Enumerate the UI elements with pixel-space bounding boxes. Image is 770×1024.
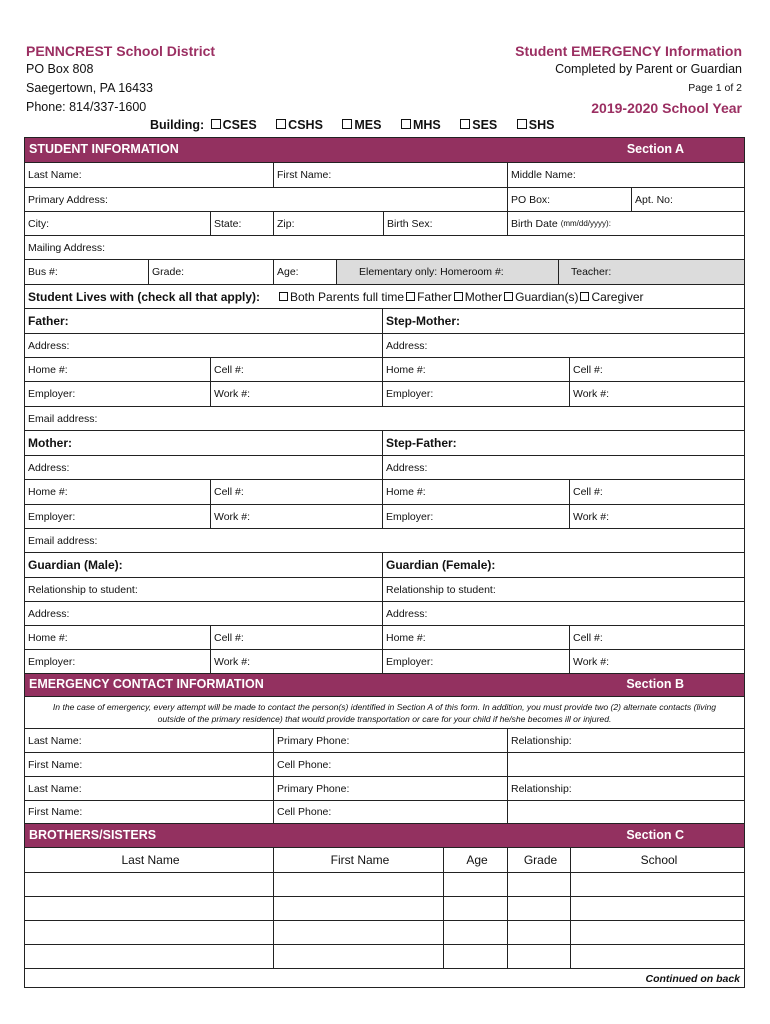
contact2-relationship-field[interactable]: Relationship: xyxy=(511,782,572,795)
sibling-row xyxy=(25,897,744,921)
apt-no-field[interactable]: Apt. No: xyxy=(635,193,673,206)
mother-cell-field[interactable]: Cell #: xyxy=(211,480,383,504)
father-email-field[interactable]: Email address: xyxy=(28,412,98,425)
contact2-first-row xyxy=(25,801,744,824)
step-father-employer-field[interactable]: Employer: xyxy=(383,505,570,528)
sibling-grade-field[interactable] xyxy=(508,897,571,920)
homeroom-field[interactable]: Elementary only: Homeroom #: xyxy=(337,260,559,284)
district-phone: Phone: 814/337-1600 xyxy=(26,100,147,114)
contact2-first-name-field[interactable]: First Name: xyxy=(25,801,274,823)
step-mother-employer-field[interactable]: Employer: xyxy=(383,382,570,406)
contact2-last-name-field[interactable]: Last Name: xyxy=(25,777,274,800)
mother-phone-row xyxy=(25,480,744,505)
father-work-field[interactable]: Work #: xyxy=(211,382,383,406)
sibling-row xyxy=(25,945,744,969)
primary-address-field[interactable]: Primary Address: xyxy=(25,188,508,211)
sibling-last-name-field[interactable] xyxy=(25,873,274,896)
lives-option-both-parents[interactable]: Both Parents full time xyxy=(277,290,404,304)
contact1-primary-phone-field[interactable]: Primary Phone: xyxy=(274,729,508,752)
father-home-field[interactable]: Home #: xyxy=(25,358,211,381)
mother-home-field[interactable]: Home #: xyxy=(25,480,211,504)
building-label: Building: xyxy=(150,118,205,132)
siblings-header-row xyxy=(25,848,744,873)
father-address-field[interactable]: Address: xyxy=(25,334,383,357)
guardian-male-relationship-field[interactable]: Relationship to student: xyxy=(25,578,383,601)
sibling-grade-field[interactable] xyxy=(508,873,571,896)
contact2-cell-phone-field[interactable]: Cell Phone: xyxy=(274,801,508,823)
sibling-age-field[interactable] xyxy=(444,921,508,944)
guardian-female-cell-field[interactable]: Cell #: xyxy=(573,631,603,644)
mother-address-field[interactable]: Address: xyxy=(25,456,383,479)
continued-on-back: Continued on back xyxy=(645,973,740,985)
city-field[interactable]: City: xyxy=(25,212,211,235)
student-name-row xyxy=(25,163,744,188)
checkbox-icon[interactable] xyxy=(342,119,352,129)
guardian-female-employer-field[interactable]: Employer: xyxy=(383,650,570,673)
col-last-name: Last Name xyxy=(25,848,274,872)
sibling-first-name-field[interactable] xyxy=(274,873,444,896)
birth-date-format: (mm/dd/yyyy): xyxy=(560,219,611,228)
mother-email-field[interactable]: Email address: xyxy=(28,534,98,547)
lives-option-mother[interactable]: Mother xyxy=(452,290,502,304)
building-option-shs[interactable]: SHS xyxy=(517,118,555,132)
step-mother-label[interactable]: Step-Mother: xyxy=(386,314,460,328)
guardian-address-row xyxy=(25,602,744,626)
step-father-cell-field[interactable]: Cell #: xyxy=(573,486,603,498)
guardian-male-address-field[interactable]: Address: xyxy=(25,602,383,625)
mailing-address-row xyxy=(25,236,744,260)
guardian-female-label[interactable]: Guardian (Female): xyxy=(386,558,496,572)
building-option-ses[interactable]: SES xyxy=(460,118,497,132)
bus-field[interactable]: Bus #: xyxy=(25,260,149,284)
checkbox-icon[interactable] xyxy=(460,119,470,129)
mother-employer-field[interactable]: Employer: xyxy=(25,505,211,528)
step-mother-home-field[interactable]: Home #: xyxy=(383,358,570,381)
step-father-label[interactable]: Step-Father: xyxy=(386,436,457,450)
building-option-mhs[interactable]: MHS xyxy=(401,118,441,132)
primary-address-row xyxy=(25,188,744,212)
sibling-age-field[interactable] xyxy=(444,897,508,920)
step-father-home-field[interactable]: Home #: xyxy=(383,480,570,504)
guardian-female-work-field[interactable]: Work #: xyxy=(573,655,609,668)
col-age: Age xyxy=(444,848,508,872)
guardian-male-home-field[interactable]: Home #: xyxy=(25,626,211,649)
teacher-field[interactable]: Teacher: xyxy=(559,260,744,284)
emergency-form xyxy=(24,137,745,988)
guardian-header-row xyxy=(25,553,744,578)
father-phone-row xyxy=(25,358,744,382)
guardian-female-home-field[interactable]: Home #: xyxy=(383,626,570,649)
sibling-age-field[interactable] xyxy=(444,873,508,896)
lives-option-father[interactable]: Father xyxy=(404,290,452,304)
section-b-header xyxy=(25,674,744,697)
sibling-grade-field[interactable] xyxy=(508,945,571,968)
checkbox-icon[interactable] xyxy=(211,119,221,129)
sibling-grade-field[interactable] xyxy=(508,921,571,944)
contact2-relationship-extra[interactable] xyxy=(508,801,744,823)
building-option-mes[interactable]: MES xyxy=(342,118,381,132)
father-address-row xyxy=(25,334,744,358)
sibling-last-name-field[interactable] xyxy=(25,945,274,968)
sibling-last-name-field[interactable] xyxy=(25,921,274,944)
guardian-phone-row xyxy=(25,626,744,650)
step-mother-work-field[interactable]: Work #: xyxy=(573,388,609,400)
step-father-address-field[interactable]: Address: xyxy=(386,461,428,474)
guardian-male-label[interactable]: Guardian (Male): xyxy=(25,553,383,577)
state-field[interactable]: State: xyxy=(211,212,274,235)
checkbox-icon[interactable] xyxy=(517,119,527,129)
form-title: Student EMERGENCY Information xyxy=(515,43,742,59)
sibling-school-field[interactable] xyxy=(571,897,744,920)
student-last-name-field[interactable]: Last Name: xyxy=(25,163,274,187)
guardian-relationship-row xyxy=(25,578,744,602)
father-email-row xyxy=(25,407,744,431)
contact1-relationship-extra[interactable] xyxy=(508,753,744,776)
guardian-male-employer-field[interactable]: Employer: xyxy=(25,650,211,673)
guardian-female-address-field[interactable]: Address: xyxy=(386,607,428,620)
guardian-employer-row xyxy=(25,650,744,674)
district-name: PENNCREST School District xyxy=(26,43,216,59)
emergency-note xyxy=(25,697,744,729)
birth-sex-field[interactable]: Birth Sex: xyxy=(384,212,508,235)
mother-work-field[interactable]: Work #: xyxy=(211,505,383,528)
district-address-line2: Saegertown, PA 16433 xyxy=(26,81,153,95)
lives-with-row xyxy=(25,285,744,309)
contact1-cell-phone-field[interactable]: Cell Phone: xyxy=(274,753,508,776)
sibling-first-name-field[interactable] xyxy=(274,945,444,968)
section-c-title: BROTHERS/SISTERS xyxy=(29,828,157,842)
checkbox-icon[interactable] xyxy=(279,292,288,301)
student-middle-name-field[interactable]: Middle Name: xyxy=(511,169,576,181)
section-c-tag: Section C xyxy=(626,828,684,842)
completed-by: Completed by Parent or Guardian xyxy=(555,62,742,76)
mother-employer-row xyxy=(25,505,744,529)
contact2-primary-phone-field[interactable]: Primary Phone: xyxy=(274,777,508,800)
age-field[interactable]: Age: xyxy=(274,260,337,284)
school-year: 2019-2020 School Year xyxy=(591,100,742,116)
section-a-tag: Section A xyxy=(626,142,684,156)
section-c-header xyxy=(25,824,744,848)
emergency-note-line1: In the case of emergency, every attempt will be made to contact the person(s) identified in Section A of this form. In addition, you must provide two (2) alternate contacts (living xyxy=(52,702,717,712)
contact1-last-row xyxy=(25,729,744,753)
col-school: School xyxy=(640,853,678,867)
contact1-relationship-field[interactable]: Relationship: xyxy=(511,734,572,747)
sibling-school-field[interactable] xyxy=(571,873,744,896)
building-selector xyxy=(150,118,570,132)
step-mother-address-field[interactable]: Address: xyxy=(386,339,428,352)
birth-date-label: Birth Date xyxy=(511,217,558,230)
sibling-row xyxy=(25,921,744,945)
father-employer-row xyxy=(25,382,744,407)
sibling-age-field[interactable] xyxy=(444,945,508,968)
po-box-field[interactable]: PO Box: xyxy=(508,188,632,211)
father-cell-field[interactable]: Cell #: xyxy=(211,358,383,381)
mother-label[interactable]: Mother: xyxy=(25,431,383,455)
father-employer-field[interactable]: Employer: xyxy=(25,382,211,406)
guardian-male-work-field[interactable]: Work #: xyxy=(211,650,383,673)
student-first-name-field[interactable]: First Name: xyxy=(274,163,508,187)
checkbox-icon[interactable] xyxy=(580,292,589,301)
mailing-address-field[interactable]: Mailing Address: xyxy=(28,241,106,254)
contact1-first-name-field[interactable]: First Name: xyxy=(25,753,274,776)
district-address-line1: PO Box 808 xyxy=(26,62,94,76)
grade-field[interactable]: Grade: xyxy=(149,260,274,284)
mother-address-row xyxy=(25,456,744,480)
guardian-male-cell-field[interactable]: Cell #: xyxy=(211,626,383,649)
emergency-note-line2: outside of the primary residence) that would provide transportation or care for your child if he/she becomes ill or injured. xyxy=(157,714,612,724)
sibling-last-name-field[interactable] xyxy=(25,897,274,920)
building-option-cses[interactable]: CSES xyxy=(211,118,257,132)
father-stepmother-header-row xyxy=(25,309,744,334)
sibling-first-name-field[interactable] xyxy=(274,921,444,944)
checkbox-icon[interactable] xyxy=(406,292,415,301)
checkbox-icon[interactable] xyxy=(276,119,286,129)
sibling-first-name-field[interactable] xyxy=(274,897,444,920)
page-number: Page 1 of 2 xyxy=(688,82,742,94)
father-label[interactable]: Father: xyxy=(25,309,383,333)
mother-email-row xyxy=(25,529,744,553)
contact2-last-row xyxy=(25,777,744,801)
step-mother-cell-field[interactable]: Cell #: xyxy=(573,363,603,376)
city-row xyxy=(25,212,744,236)
lives-with-options xyxy=(274,285,744,308)
col-grade: Grade xyxy=(508,848,571,872)
building-option-cshs[interactable]: CSHS xyxy=(276,118,323,132)
col-first-name: First Name xyxy=(274,848,444,872)
lives-option-guardians[interactable]: Guardian(s) xyxy=(502,290,578,304)
sibling-school-field[interactable] xyxy=(571,921,744,944)
mother-stepfather-header-row xyxy=(25,431,744,456)
birth-date-field[interactable] xyxy=(508,212,744,235)
sibling-school-field[interactable] xyxy=(571,945,744,968)
lives-option-caregiver[interactable]: Caregiver xyxy=(578,290,643,304)
form-header xyxy=(0,0,770,136)
contact1-first-row xyxy=(25,753,744,777)
sibling-row xyxy=(25,873,744,897)
checkbox-icon[interactable] xyxy=(454,292,463,301)
guardian-female-relationship-field[interactable]: Relationship to student: xyxy=(386,583,496,596)
step-father-work-field[interactable]: Work #: xyxy=(573,510,609,523)
section-a-header xyxy=(25,138,744,163)
section-b-title: EMERGENCY CONTACT INFORMATION xyxy=(29,677,264,691)
section-a-title: STUDENT INFORMATION xyxy=(29,142,179,156)
zip-field[interactable]: Zip: xyxy=(274,212,384,235)
lives-with-label: Student Lives with (check all that apply): xyxy=(28,289,261,304)
section-b-tag: Section B xyxy=(626,677,684,691)
bus-grade-row xyxy=(25,260,744,285)
checkbox-icon[interactable] xyxy=(401,119,411,129)
checkbox-icon[interactable] xyxy=(504,292,513,301)
contact1-last-name-field[interactable]: Last Name: xyxy=(25,729,274,752)
